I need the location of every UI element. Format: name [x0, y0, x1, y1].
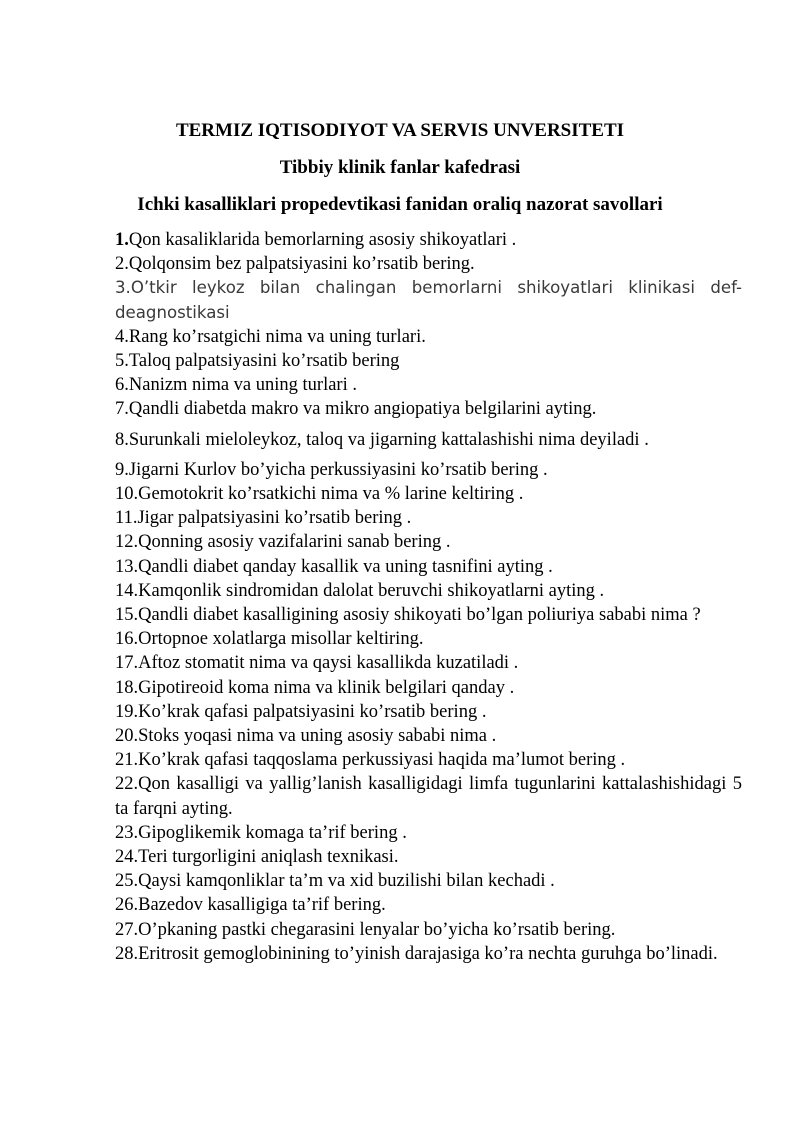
- question-number: 24.: [115, 847, 139, 868]
- question-text: O’tkir leykoz bilan chalingan bemorlarni shikoyatlari klinikasi def-deagnostikasi: [115, 278, 742, 322]
- question-text: Jigar palpatsiyasini ko’rsatib bering .: [137, 508, 412, 529]
- question-number: 8.: [115, 429, 129, 450]
- question-item: [115, 918, 742, 942]
- question-text: Gipotireoid koma nima va klinik belgilari qanday .: [138, 677, 515, 698]
- question-item: [115, 530, 742, 554]
- question-text: Rang ko’rsatgichi nima va uning turlari.: [128, 326, 426, 347]
- question-text: Eritrosit gemoglobinining to’yinish darajasiga ko’ra nechta guruhga bo’linadi.: [138, 943, 718, 964]
- question-number: 23.: [115, 822, 139, 843]
- question-number: 22.: [115, 774, 139, 795]
- question-number: 26.: [115, 895, 139, 916]
- university-title: TERMIZ IQTISODIYOT VA SERVIS UNVERSITETI: [175, 120, 625, 141]
- question-text: Qolqonsim bez palpatsiyasini ko’rsatib bering.: [128, 254, 475, 275]
- question-text: Qandli diabet kasalligining asosiy shikoyati bo’lgan poliuriya sababi nima ?: [138, 605, 701, 626]
- question-item: [115, 276, 742, 324]
- question-item: [115, 458, 742, 482]
- question-number: 14.: [115, 580, 139, 601]
- question-text: Jigarni Kurlov bo’yicha perkussiyasini ko’rsatib bering .: [128, 459, 548, 480]
- question-text: Qon kasaliklarida bemorlarning asosiy shikoyatlari .: [128, 230, 517, 250]
- question-text: O’pkaning pastki chegarasini lenyalar bo’yicha ko’rsatib bering.: [138, 919, 616, 940]
- question-item: [115, 821, 742, 845]
- question-text: Ko’krak qafasi taqqoslama perkussiyasi haqida ma’lumot bering .: [138, 750, 626, 771]
- question-item: [115, 579, 742, 603]
- question-number: 1.: [115, 230, 129, 250]
- question-text: Taloq palpatsiyasini ko’rsatib bering: [128, 351, 400, 372]
- question-item: [115, 252, 742, 276]
- question-item: [115, 397, 742, 421]
- question-number: 28.: [115, 943, 139, 964]
- question-number: 15.: [115, 605, 139, 626]
- question-text: Qonning asosiy vazifalarini sanab bering .: [138, 532, 451, 553]
- question-text: Qandli diabetda makro va mikro angiopatiya belgilarini ayting.: [128, 399, 597, 420]
- question-text: Aftoz stomatit nima va qaysi kasallikda kuzatiladi .: [138, 653, 519, 674]
- department-title: Tibbiy klinik fanlar kafedrasi: [279, 157, 521, 178]
- question-number: 6.: [115, 375, 129, 396]
- question-item: [115, 772, 742, 820]
- question-item: [115, 676, 742, 700]
- question-text: Gipoglikemik komaga ta’rif bering .: [138, 822, 407, 843]
- question-list: [115, 228, 742, 966]
- question-item: [115, 325, 742, 349]
- question-text: Teri turgorligini aniqlash texnikasi.: [138, 847, 399, 868]
- question-number: 11.: [115, 508, 138, 529]
- question-number: 16.: [115, 629, 139, 650]
- question-text: Qon kasalligi va yallig’lanish kasalligidagi limfa tugunlarini kattalashishidagi 5 ta farqni ayting.: [115, 774, 742, 819]
- question-item: [115, 228, 742, 252]
- question-text: Surunkali mieloleykoz, taloq va jigarning kattalashishi nima deyiladi .: [128, 429, 649, 450]
- question-item: [115, 700, 742, 724]
- question-number: 18.: [115, 677, 139, 698]
- question-number: 5.: [115, 351, 129, 372]
- question-item: [115, 349, 742, 373]
- question-item: [115, 627, 742, 651]
- question-text: Bazedov kasalligiga ta’rif bering.: [138, 895, 386, 916]
- question-number: 7.: [115, 399, 129, 420]
- question-item: [115, 506, 742, 530]
- question-number: 2.: [115, 254, 129, 275]
- question-text: Ortopnoe xolatlarga misollar keltiring.: [138, 629, 424, 650]
- question-number: 20.: [115, 726, 139, 747]
- question-item: [115, 651, 742, 675]
- question-number: 17.: [115, 653, 139, 674]
- question-text: Nanizm nima va uning turlari .: [128, 375, 357, 396]
- question-item: [115, 373, 742, 397]
- question-number: 21.: [115, 750, 139, 771]
- question-number: 25.: [115, 871, 139, 892]
- question-number: 3.: [115, 278, 131, 298]
- question-text: Gemotokrit ko’rsatkichi nima va % larine keltiring .: [138, 484, 524, 505]
- question-item: [115, 869, 742, 893]
- question-text: Qaysi kamqonliklar ta’m va xid buzilishi bilan kechadi .: [138, 871, 555, 892]
- question-item: [115, 724, 742, 748]
- question-item: [115, 482, 742, 506]
- question-number: 12.: [115, 532, 139, 553]
- question-text: Ko’krak qafasi palpatsiyasini ko’rsatib bering .: [138, 701, 487, 722]
- question-number: 4.: [115, 326, 129, 347]
- question-item: [115, 428, 742, 452]
- question-number: 9.: [115, 459, 129, 480]
- question-number: 27.: [115, 919, 139, 940]
- question-item: [115, 845, 742, 869]
- question-text: Qandli diabet qanday kasallik va uning tasnifini ayting .: [138, 556, 553, 577]
- question-item: [115, 942, 742, 966]
- question-number: 19.: [115, 701, 139, 722]
- question-item: [115, 555, 742, 579]
- question-item: [115, 603, 742, 627]
- question-number: 13.: [115, 556, 139, 577]
- question-text: Kamqonlik sindromidan dalolat beruvchi shikoyatlarni ayting .: [138, 580, 605, 601]
- question-number: 10.: [115, 484, 139, 505]
- question-text: Stoks yoqasi nima va uning asosiy sababi nima .: [138, 726, 497, 747]
- subject-title: Ichki kasalliklari propedevtikasi fanidan oraliq nazorat savollari: [137, 194, 663, 215]
- question-item: [115, 893, 742, 917]
- question-item: [115, 748, 742, 772]
